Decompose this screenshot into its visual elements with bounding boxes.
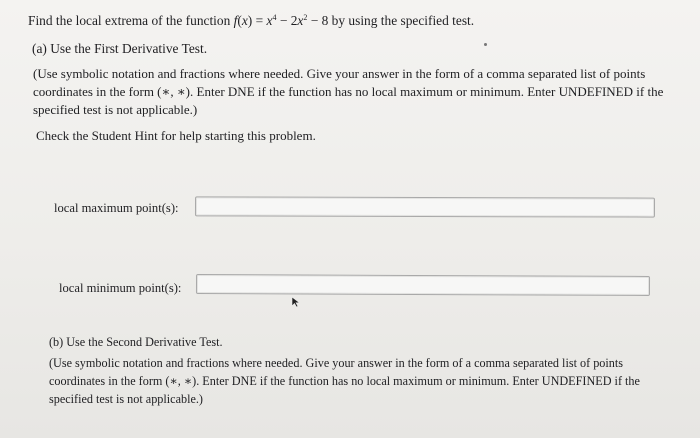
student-hint: Check the Student Hint for help starting this problem. [36,128,316,143]
problem-statement: Find the local extrema of the function $f(x) = x^4 - 2x^2 - 8$ by using the specified test. [28,13,475,28]
problem-intro-end: by using the specified test. [328,13,475,28]
part-b-instructions-2: coordinates in the form (∗, ∗). Enter DNE if the function has no local maximum or minimum. Enter UNDEFINED if the [49,374,640,388]
part-b-instructions-1: (Use symbolic notation and fractions where needed. Give your answer in the form of a comma separated list of points [49,356,623,370]
part-a-title: (a) Use the First Derivative Test. [32,41,208,56]
part-a-instructions-1: (Use symbolic notation and fractions where needed. Give your answer in the form of a comma separated list of points [33,66,646,81]
local-min-input[interactable] [196,274,650,296]
part-b-instructions-3: specified test is not applicable.) [49,392,203,406]
local-max-input[interactable] [195,196,655,217]
problem-intro: Find the local extrema of the function [28,13,234,28]
part-a-instructions-3: specified test is not applicable.) [33,102,198,117]
mouse-pointer-icon [291,296,301,308]
part-a-instructions-2: coordinates in the form (∗, ∗). Enter DNE if the function has no local maximum or minimum. Enter UNDEFINED if the [33,84,664,99]
local-min-label: local minimum point(s): [59,281,182,295]
function-expression: f [233,13,238,28]
local-max-label: local maximum point(s): [54,201,179,215]
decorative-dot [484,43,487,46]
part-b-title: (b) Use the Second Derivative Test. [49,335,223,349]
